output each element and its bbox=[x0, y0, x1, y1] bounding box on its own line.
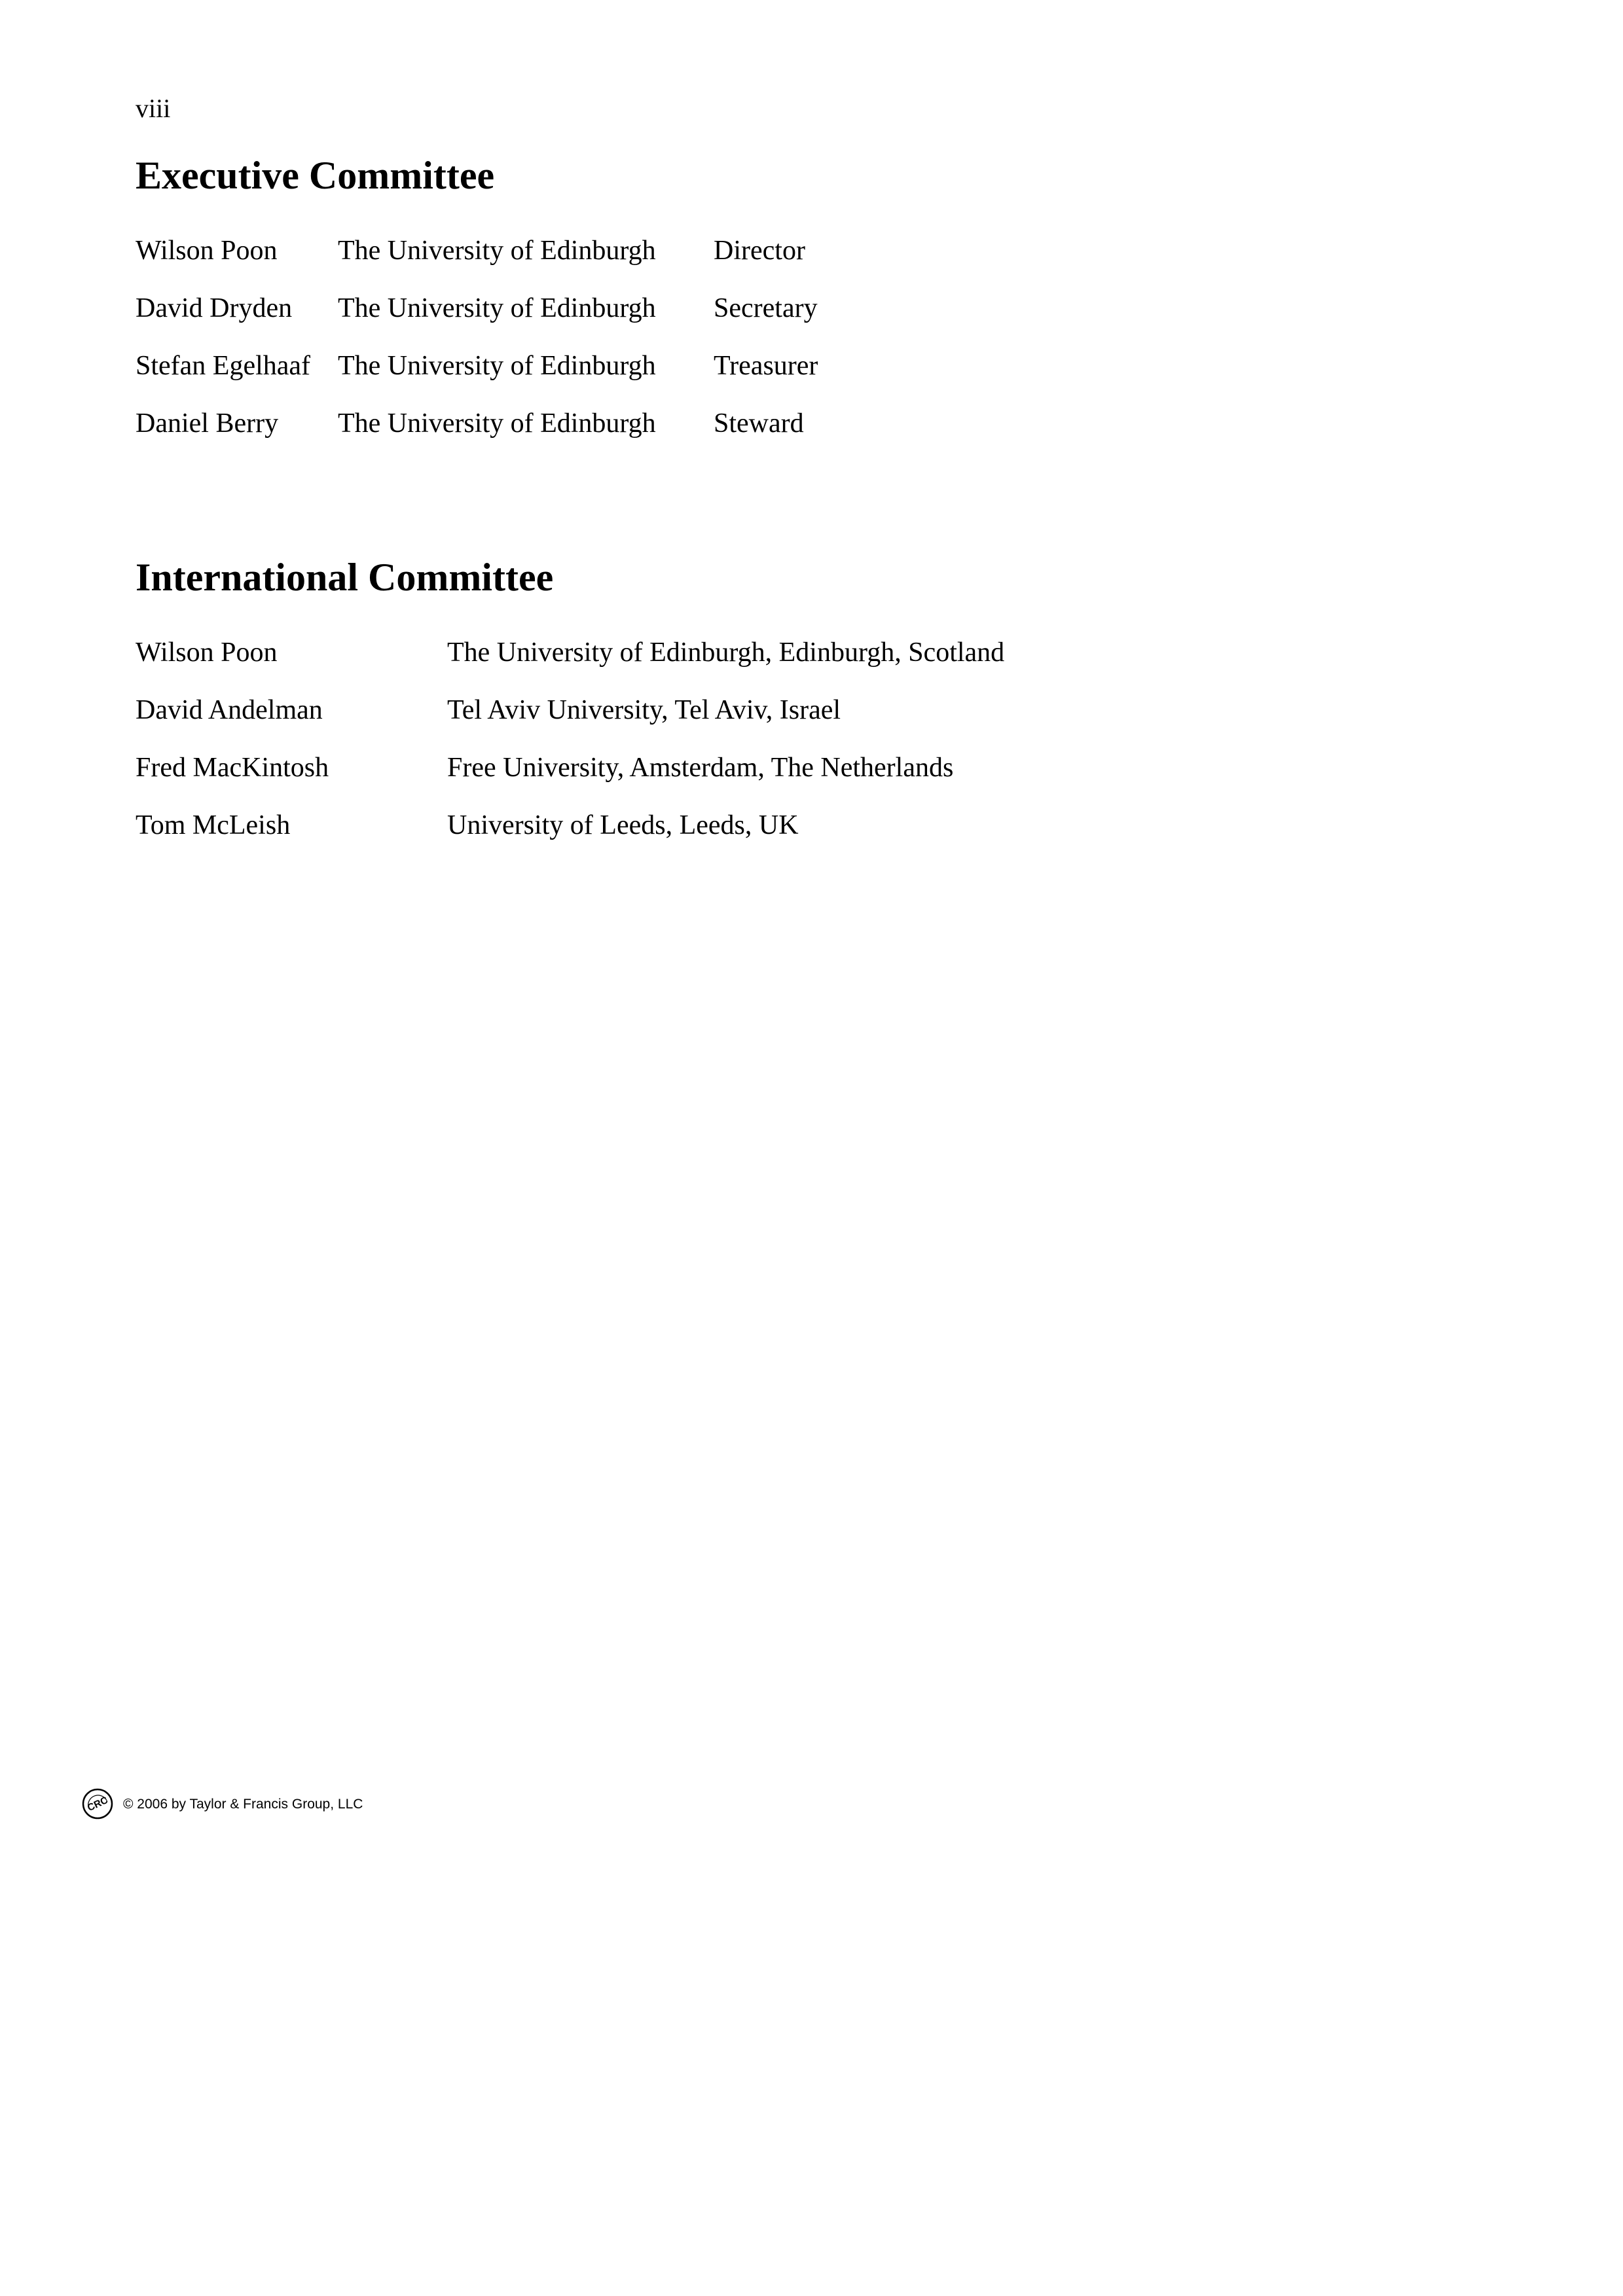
member-name: Wilson Poon bbox=[136, 236, 278, 266]
member-name: Daniel Berry bbox=[136, 408, 279, 439]
page-number: viii bbox=[136, 94, 171, 123]
member-role: Secretary bbox=[714, 293, 818, 323]
crc-logo-text: CRC bbox=[85, 1794, 110, 1814]
member-affiliation: Free University, Amsterdam, The Netherlands bbox=[447, 753, 954, 783]
table-row bbox=[0, 812, 1623, 851]
member-role: Steward bbox=[714, 408, 804, 439]
member-affiliation: The University of Edinburgh bbox=[338, 293, 656, 323]
member-affiliation: The University of Edinburgh, Edinburgh, Scotland bbox=[447, 637, 1005, 668]
member-affiliation: The University of Edinburgh bbox=[338, 236, 656, 266]
table-row bbox=[0, 352, 1623, 391]
member-role: Treasurer bbox=[714, 351, 818, 381]
member-affiliation: The University of Edinburgh bbox=[338, 351, 656, 381]
table-row bbox=[0, 754, 1623, 793]
member-name: David Dryden bbox=[136, 293, 293, 323]
member-name: David Andelman bbox=[136, 695, 323, 725]
table-row bbox=[0, 237, 1623, 276]
table-row bbox=[0, 410, 1623, 449]
member-name: Tom McLeish bbox=[136, 810, 291, 840]
footer bbox=[81, 1785, 363, 1822]
table-row bbox=[0, 639, 1623, 678]
international-committee-heading: International Committee bbox=[136, 556, 554, 599]
member-name: Stefan Egelhaaf bbox=[136, 351, 311, 381]
table-row bbox=[0, 295, 1623, 334]
member-role: Director bbox=[714, 236, 805, 266]
member-affiliation: Tel Aviv University, Tel Aviv, Israel bbox=[447, 695, 841, 725]
member-affiliation: The University of Edinburgh bbox=[338, 408, 656, 439]
member-name: Wilson Poon bbox=[136, 637, 278, 668]
crc-logo-icon bbox=[81, 1787, 114, 1820]
member-name: Fred MacKintosh bbox=[136, 753, 329, 783]
executive-committee-heading: Executive Committee bbox=[136, 154, 495, 197]
copyright-notice: © 2006 by Taylor & Francis Group, LLC bbox=[123, 1796, 363, 1812]
table-row bbox=[0, 696, 1623, 736]
member-affiliation: University of Leeds, Leeds, UK bbox=[447, 810, 799, 840]
